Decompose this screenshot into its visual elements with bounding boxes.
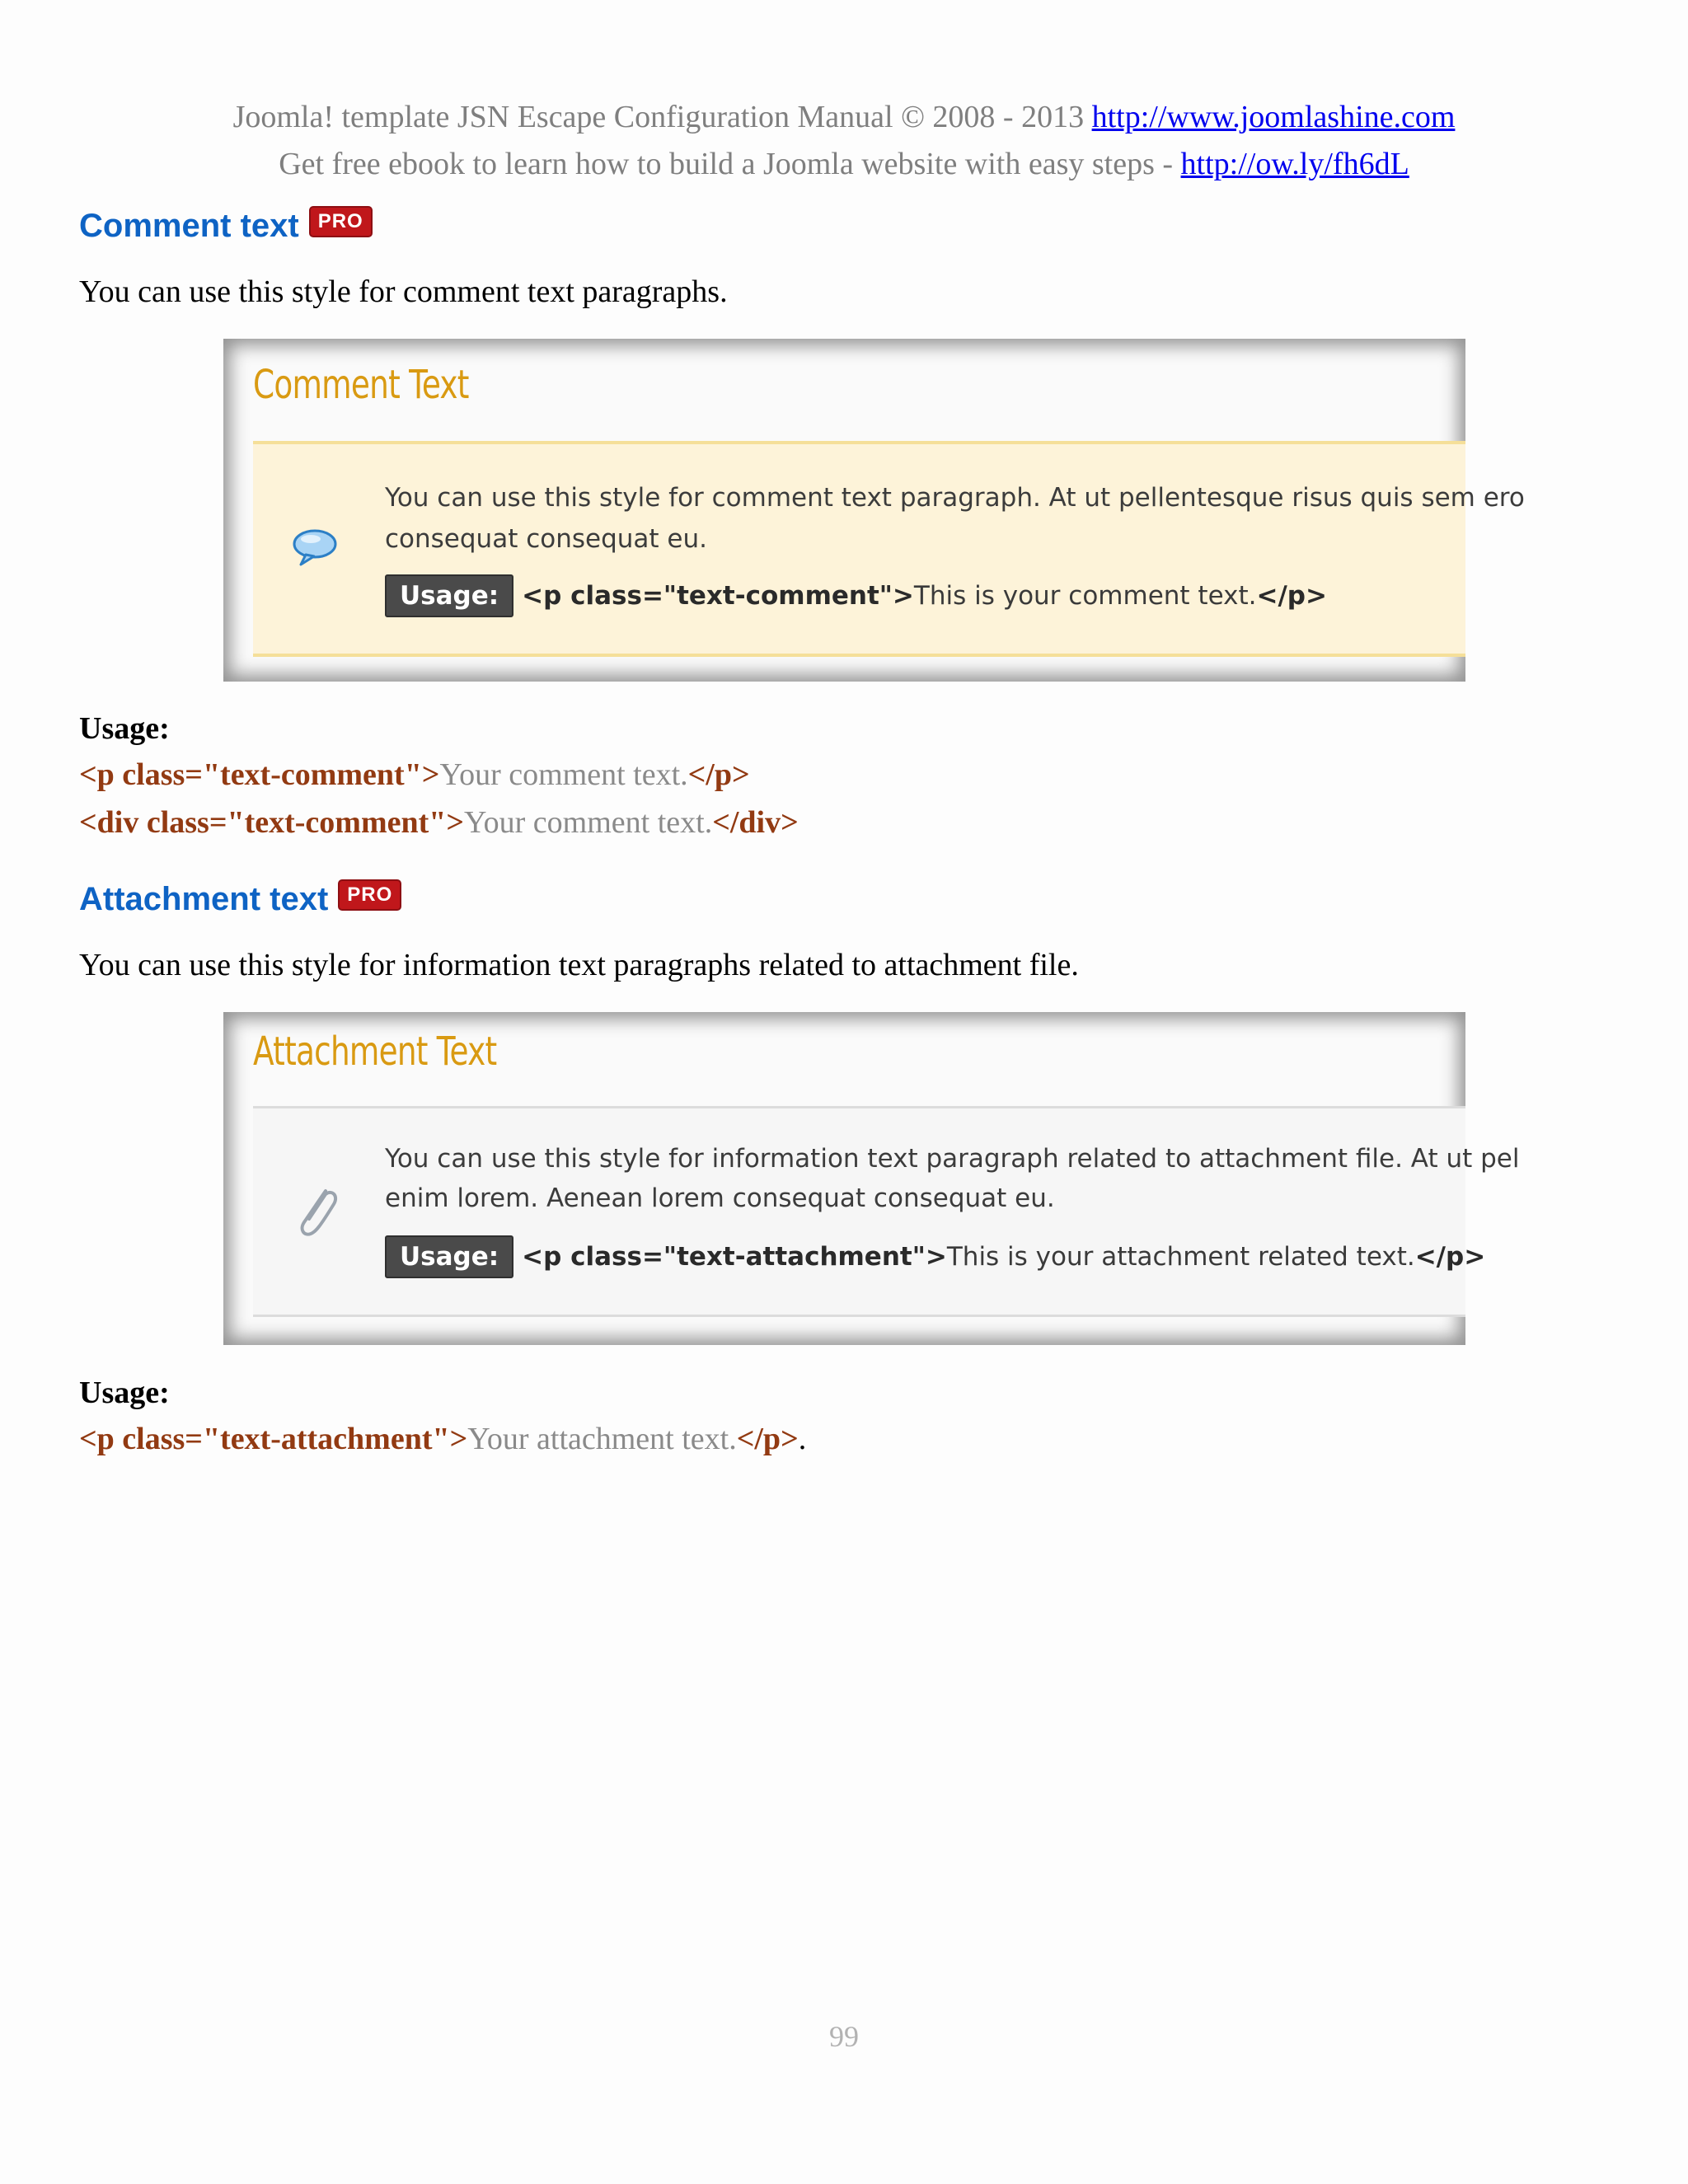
header-ebook-text: Get free ebook to learn how to build a Joomla website with easy steps - (279, 147, 1181, 181)
usage-open-tag: <p class="text-comment"> (522, 581, 914, 611)
code-close-tag: </div> (712, 805, 799, 840)
ebook-link[interactable]: http://ow.ly/fh6dL (1180, 147, 1409, 181)
joomlashine-link[interactable]: http://www.joomlashine.com (1091, 100, 1456, 134)
section-description: You can use this style for comment text paragraphs. (79, 274, 728, 309)
code-text: Your comment text. (464, 805, 713, 840)
code-line (79, 1421, 806, 1457)
usage-label: Usage: (79, 1376, 170, 1410)
header-line-2 (0, 146, 1688, 182)
usage-close-tag: </p> (1414, 1242, 1486, 1272)
code-close-tag: </p> (687, 757, 750, 792)
usage-label: Usage: (79, 711, 170, 746)
section-title: Attachment text (79, 881, 329, 917)
code-open-tag: <p class="text-comment"> (79, 757, 440, 792)
code-text: Your attachment text. (467, 1422, 737, 1456)
screenshot-title: Attachment Text (253, 1029, 497, 1075)
code-line (79, 757, 750, 793)
usage-button: Usage: (385, 574, 513, 617)
usage-open-tag: <p class="text-attachment"> (522, 1242, 947, 1272)
comment-text-heading (79, 208, 373, 245)
attachment-text-screenshot (223, 1012, 1520, 1345)
code-open-tag: <div class="text-comment"> (79, 805, 465, 840)
comment-line-1: You can use this style for comment text paragraph. At ut pellentesque risus quis sem ero (385, 483, 1525, 513)
attachment-line-1: You can use this style for information text paragraph related to attachment file. At ut pel (385, 1144, 1520, 1174)
comment-line-2: consequat consequat eu. (385, 524, 707, 554)
comment-text-screenshot (223, 339, 1525, 682)
usage-button: Usage: (385, 1235, 513, 1278)
attachment-text-heading (79, 881, 401, 918)
code-line (79, 804, 799, 841)
code-text: Your comment text. (439, 757, 688, 792)
screenshot-title: Comment Text (253, 362, 469, 408)
speech-bubble-icon (291, 527, 339, 568)
page-number: 99 (829, 2020, 859, 2053)
paperclip-icon (293, 1184, 339, 1240)
usage-sample-text: This is your comment text. (913, 581, 1257, 611)
usage-row (385, 574, 1327, 617)
attachment-line-2: enim lorem. Aenean lorem consequat consequat eu. (385, 1183, 1055, 1213)
section-description: You can use this style for information text paragraphs related to attachment file. (79, 948, 1079, 982)
pro-badge: PRO (338, 879, 401, 911)
usage-close-tag: </p> (1256, 581, 1327, 611)
pro-badge: PRO (309, 206, 373, 237)
code-trail: . (798, 1422, 807, 1456)
comment-box (253, 441, 1525, 657)
code-close-tag: </p> (736, 1422, 799, 1456)
usage-row (385, 1235, 1485, 1278)
code-open-tag: <p class="text-attachment"> (79, 1422, 468, 1456)
usage-sample-text: This is your attachment related text. (946, 1242, 1415, 1272)
attachment-box (253, 1106, 1520, 1317)
section-title: Comment text (79, 208, 299, 244)
header-title: Joomla! template JSN Escape Configuration Manual © 2008 - 2013 (232, 100, 1092, 134)
header-line-1 (0, 99, 1688, 135)
